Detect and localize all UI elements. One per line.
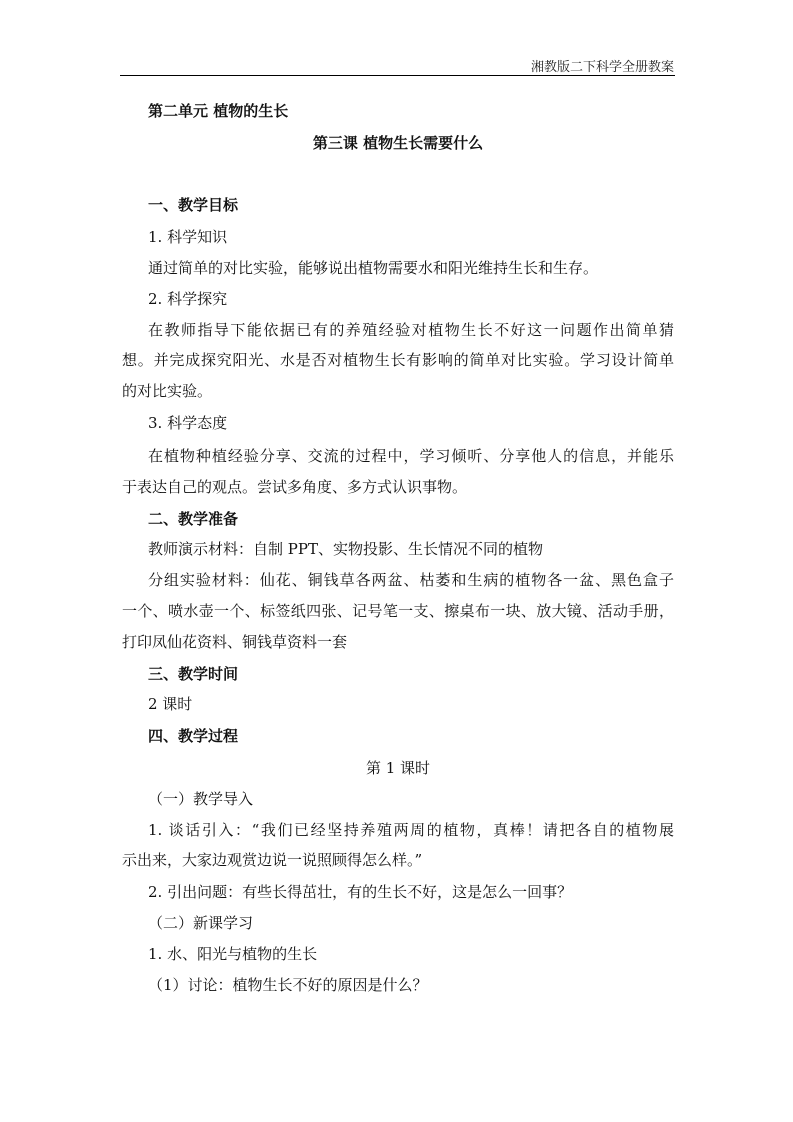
page-header: 湘教版二下科学全册教案	[530, 60, 674, 75]
unit-title: 第二单元 植物的生长	[148, 102, 289, 120]
paragraph-line: 1. 水、阳光与植物的生长	[148, 945, 318, 963]
paragraph-line: （1）讨论：植物生长不好的原因是什么？	[148, 976, 428, 994]
section-heading: 一、教学目标	[148, 196, 239, 214]
paragraph-line: 的对比实验。	[122, 382, 213, 400]
paragraph-line: 一个、喷水壶一个、标签纸四张、记号笔一支、擦桌布一块、放大镜、活动手册，	[122, 602, 674, 620]
paragraph-line: 想。并完成探究阳光、水是否对植物生长有影响的简单对比实验。学习设计简单	[122, 351, 674, 369]
period-title: 第 1 课时	[365, 759, 431, 777]
subsection-label: （二）新课学习	[148, 914, 254, 932]
paragraph-line: 教师演示材料：自制 PPT、实物投影、生长情况不同的植物	[148, 540, 543, 558]
header-divider	[120, 75, 675, 76]
section-heading: 四、教学过程	[148, 727, 239, 745]
subsection-label: 1. 科学知识	[148, 228, 228, 246]
paragraph-line: 在植物种植经验分享、交流的过程中，学习倾听、分享他人的信息，并能乐	[148, 447, 674, 465]
paragraph-line: 2. 引出问题：有些长得茁壮，有的生长不好，这是怎么一回事？	[148, 883, 573, 901]
paragraph-line: 1. 谈话引入：“我们已经坚持养殖两周的植物，真棒！请把各自的植物展	[148, 821, 674, 839]
subsection-label: 2. 科学探究	[148, 290, 228, 308]
lesson-title: 第三课 植物生长需要什么	[312, 134, 484, 152]
section-heading: 二、教学准备	[148, 510, 239, 528]
paragraph-line: 打印凤仙花资料、铜钱草资料一套	[122, 633, 348, 651]
subsection-label: （一）教学导入	[148, 790, 254, 808]
paragraph-line: 分组实验材料：仙花、铜钱草各两盆、枯萎和生病的植物各一盆、黑色盒子	[148, 571, 674, 589]
paragraph-line: 于表达自己的观点。尝试多角度、多方式认识事物。	[122, 478, 468, 496]
paragraph-line: 示出来，大家边观赏边说一说照顾得怎么样。”	[122, 851, 423, 869]
paragraph-line: 2 课时	[148, 695, 193, 713]
paragraph-line: 通过简单的对比实验，能够说出植物需要水和阳光维持生长和生存。	[148, 259, 599, 277]
paragraph-line: 在教师指导下能依据已有的养殖经验对植物生长不好这一问题作出简单猜	[148, 321, 674, 339]
section-heading: 三、教学时间	[148, 665, 239, 683]
subsection-label: 3. 科学态度	[148, 414, 228, 432]
